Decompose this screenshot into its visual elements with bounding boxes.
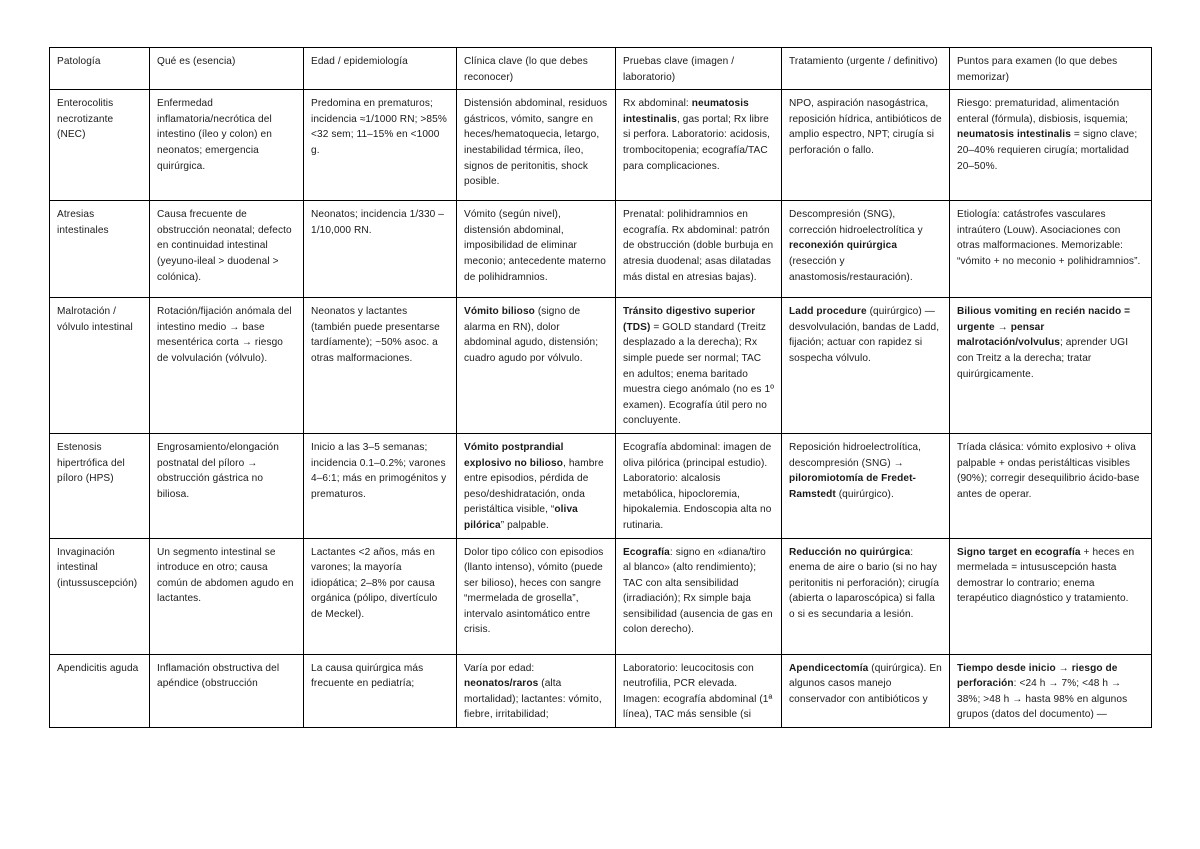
text: : signo en «diana/tiro al blanco» (alto rendimiento); TAC con alta sensibilidad (irradiación); Rx simple baja sensibilidad (ausencia de gas en colon derecho).: [623, 546, 773, 636]
text: = GOLD standard (Treitz desplazado a la derecha); Rx simple puede ser normal; TAC en adultos; enema baritado muestra ciego anómalo (no es 1º examen). Ecografía útil pero no concluyente.: [623, 321, 774, 427]
bold-text: Reducción no quirúrgica: [789, 546, 911, 558]
text: , gas portal; Rx libre si perfora. Laboratorio: acidosis, trombocitopenia; ecografía/TAC para complicaciones.: [623, 113, 771, 172]
bold-text: Signo target en ecografía: [957, 546, 1081, 558]
cell-epidemiology: Neonatos; incidencia 1/330 – 1/10,000 RN.: [304, 201, 457, 298]
bold-text: neonatos/raros: [464, 678, 539, 690]
cell-pathology: Invaginación intestinal (intussuscepción): [50, 538, 150, 654]
text: ” palpable.: [500, 519, 549, 531]
text: Riesgo: prematuridad, alimentación enteral (fórmula), disbiosis, isquemia;: [957, 98, 1129, 125]
cell-treatment: [782, 654, 950, 727]
bold-text: neumatosis intestinalis: [623, 98, 749, 125]
header-exam: Puntos para examen (lo que debes memorizar): [950, 48, 1152, 90]
header-essence: Qué es (esencia): [150, 48, 304, 90]
cell-pathology: Atresias intestinales: [50, 201, 150, 298]
bold-text: neumatosis intestinalis: [957, 129, 1071, 141]
bold-text: Tránsito digestivo superior (TDS): [623, 306, 756, 333]
cell-clinic: Dolor tipo cólico con episodios (llanto intenso), vómito (puede ser bilioso), heces con sangre “mermelada de grosella”, intervalo asintomático entre crisis.: [457, 538, 616, 654]
cell-tests: Prenatal: polihidramnios en ecografía. Rx abdominal: patrón de obstrucción (doble burbuja en atresia duodenal; asas dilatadas más distal en atresias bajas).: [616, 201, 782, 298]
bold-text: Ecografía: [623, 546, 670, 558]
cell-treatment: [782, 298, 950, 434]
table-row: [50, 654, 1152, 727]
cell-exam: Etiología: catástrofes vasculares intraútero (Louw). Asociaciones con otras malformaciones. Memorizable: “vómito + no meconio + polihidramnios”.: [950, 201, 1152, 298]
cell-essence: Un segmento intestinal se introduce en otro; causa común de abdomen agudo en lactantes.: [150, 538, 304, 654]
header-tests: Pruebas clave (imagen / laboratorio): [616, 48, 782, 90]
cell-treatment: [782, 433, 950, 538]
text: Rx abdominal:: [623, 98, 692, 110]
cell-epidemiology: Neonatos y lactantes (también puede presentarse tardíamente); ~50% asoc. a otras malformaciones.: [304, 298, 457, 434]
cell-treatment: [782, 538, 950, 654]
cell-tests: Ecografía abdominal: imagen de oliva pilórica (principal estudio). Laboratorio: alcalosis metabólica, hipocloremia, hipokalemia. Endoscopia alta no rutinaria.: [616, 433, 782, 538]
header-treatment: Tratamiento (urgente / definitivo): [782, 48, 950, 90]
table-row: [50, 298, 1152, 434]
cell-exam: [950, 538, 1152, 654]
cell-treatment: [782, 201, 950, 298]
text: (quirúrgica). En algunos casos manejo conservador con antibióticos y: [789, 662, 942, 705]
cell-pathology: Enterocolitis necrotizante (NEC): [50, 90, 150, 201]
text: : enema de aire o bario (si no hay peritonitis ni perforación); cirugía (abierta o laparoscópica) si falla o si es secundaria a lesión.: [789, 546, 940, 620]
cell-exam: [950, 654, 1152, 727]
cell-tests: [616, 90, 782, 201]
table-row: [50, 90, 1152, 201]
table-row: [50, 538, 1152, 654]
cell-essence: Inflamación obstructiva del apéndice (obstrucción: [150, 654, 304, 727]
text: Descompresión (SNG), corrección hidroelectrolítica y: [789, 209, 923, 236]
text: (quirúrgico).: [835, 488, 894, 500]
cell-pathology: Estenosis hipertrófica del píloro (HPS): [50, 433, 150, 538]
cell-essence: Rotación/fijación anómala del intestino medio → base mesentérica corta → riesgo de volvulación (vólvulo).: [150, 298, 304, 434]
cell-epidemiology: Lactantes <2 años, más en varones; la mayoría idiopática; 2–8% por causa orgánica (pólipo, divertículo de Meckel).: [304, 538, 457, 654]
cell-pathology: Malrotación / vólvulo intestinal: [50, 298, 150, 434]
text: (quirúrgico) — desvolvulación, bandas de Ladd, fijación; actuar con rapidez si sospecha vólvulo.: [789, 306, 940, 364]
cell-clinic: Distensión abdominal, residuos gástricos, vómito, sangre en heces/hematoquecia, letargo, inestabilidad térmica, íleo, signos de peritonitis, shock posible.: [457, 90, 616, 201]
text: , hambre entre episodios, pérdida de peso/deshidratación, onda peristáltica visible, “: [464, 457, 604, 516]
header-clinic: Clínica clave (lo que debes reconocer): [457, 48, 616, 90]
cell-essence: Engrosamiento/elongación postnatal del píloro → obstrucción gástrica no biliosa.: [150, 433, 304, 538]
bold-text: Bilious vomiting en recién nacido = urgente → pensar malrotación/volvulus: [957, 306, 1131, 349]
text: : <24 h → 7%; <48 h → 38%; >48 h → hasta 98% en algunos grupos (datos del documento) —: [957, 678, 1128, 721]
cell-tests: [616, 538, 782, 654]
table-row: [50, 433, 1152, 538]
header-row: [50, 48, 1152, 90]
cell-clinic: [457, 298, 616, 434]
text: (resección y anastomosis/restauración).: [789, 255, 913, 283]
text: + heces en mermelada = intususcepción hasta demostrar lo contrario; enema terapéutico diagnóstico y tratamiento.: [957, 546, 1135, 605]
bold-text: Ladd procedure: [789, 306, 867, 318]
cell-exam: [950, 90, 1152, 201]
cell-exam: Tríada clásica: vómito explosivo + oliva palpable + ondas peristálticas visibles (90%); corregir desequilibrio ácido-base antes de operar.: [950, 433, 1152, 538]
bold-text: Tiempo desde inicio → riesgo de perforación: [957, 662, 1118, 690]
cell-tests: [616, 298, 782, 434]
cell-epidemiology: Inicio a las 3–5 semanas; incidencia 0.1–0.2%; varones 4–6:1; más en primogénitos y prematuros.: [304, 433, 457, 538]
bold-text: Vómito postprandial explosivo no bilioso: [464, 441, 564, 469]
cell-clinic: [457, 433, 616, 538]
cell-tests: Laboratorio: leucocitosis con neutrofilia, PCR elevada. Imagen: ecografía abdominal (1ª línea), TAC más sensible (si: [616, 654, 782, 727]
cell-epidemiology: Predomina en prematuros; incidencia ≈1/1000 RN; >85% <32 sem; 11–15% en <1000 g.: [304, 90, 457, 201]
cell-epidemiology: La causa quirúrgica más frecuente en pediatría;: [304, 654, 457, 727]
text: Varía por edad:: [464, 662, 535, 674]
cell-clinic: [457, 654, 616, 727]
bold-text: Vómito bilioso: [464, 306, 535, 318]
cell-essence: Causa frecuente de obstrucción neonatal; defecto en continuidad intestinal (yeyuno-ileal > duodenal > colónica).: [150, 201, 304, 298]
cell-pathology: Apendicitis aguda: [50, 654, 150, 727]
pathology-table: [49, 47, 1152, 728]
header-epidemiology: Edad / epidemiología: [304, 48, 457, 90]
text: = signo clave; 20–40% requieren cirugía; mortalidad 20–50%.: [957, 129, 1138, 172]
table-row: [50, 201, 1152, 298]
header-pathology: Patología: [50, 48, 150, 90]
bold-text: piloromiotomía de Fredet-Ramstedt: [789, 473, 916, 500]
bold-text: Apendicectomía: [789, 662, 869, 674]
text: (signo de alarma en RN), dolor abdominal agudo, distensión; cuadro agudo por vólvulo.: [464, 306, 599, 364]
text: Reposición hidroelectrolítica, descompresión (SNG) →: [789, 441, 922, 469]
cell-essence: Enfermedad inflamatoria/necrótica del intestino (íleo y colon) en neonatos; emergencia quirúrgica.: [150, 90, 304, 201]
text: ; aprender UGI con Treitz a la derecha; tratar quirúrgicamente.: [957, 337, 1129, 380]
bold-text: reconexión quirúrgica: [789, 240, 898, 252]
cell-exam: [950, 298, 1152, 434]
bold-text: oliva pilórica: [464, 504, 578, 531]
text: (alta mortalidad); lactantes: vómito, fiebre, irritabilidad;: [464, 678, 602, 721]
cell-treatment: NPO, aspiración nasogástrica, reposición hídrica, antibióticos de amplio espectro, NPT; cirugía si perforación o fallo.: [782, 90, 950, 201]
cell-clinic: Vómito (según nivel), distensión abdominal, imposibilidad de eliminar meconio; antecedente materno de polihidramnios.: [457, 201, 616, 298]
